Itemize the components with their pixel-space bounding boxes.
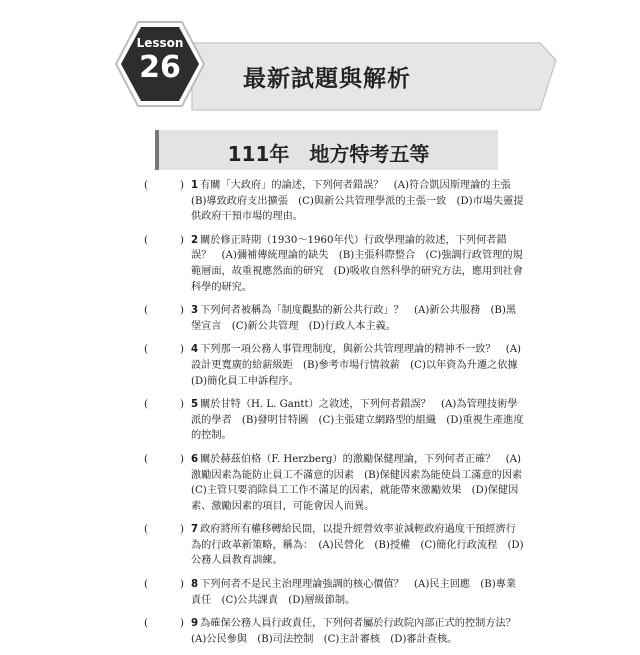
lesson-number: 26 — [139, 50, 181, 85]
answer-paren-close: ) — [180, 524, 184, 536]
question-number: 6 — [191, 453, 199, 465]
question-number: 8 — [191, 579, 199, 591]
answer-blank — [144, 397, 184, 413]
exam-banner — [155, 130, 498, 170]
answer-paren-open: ( — [144, 524, 148, 536]
answer-paren-open: ( — [144, 453, 148, 465]
answer-paren-open: ( — [144, 618, 148, 630]
answer-paren-open: ( — [144, 579, 148, 591]
answer-paren-close: ) — [180, 180, 184, 191]
question-number: 1 — [191, 180, 199, 191]
question-text: 為確保公務人員行政責任，下列何者屬於行政院內部正式的控制方法？ (A)公民參與 (B)司法控制 (C)主計審核 (D)審計查核。 — [191, 618, 527, 645]
question-text: 下列何者被稱為「制度觀點的新公共行政」？ (A)新公共服務 (B)黑堡宣言 (C)新公共管理 (D)行政人本主義。 — [191, 305, 517, 332]
question-item — [136, 342, 526, 389]
question-text: 關於赫茲伯格（F. Herzberg）的激勵保健理論，下列何者正確？ (A)激勵因素為能防止員工不滿意的因素 (B)保健因素為能使員工滿意的因素 (C)主管只要消除員工工作不滿足的因素，就能帶來激勵效果 (D)保健因素、激勵因素的項目，可能會因人而異。 — [191, 453, 533, 512]
question-item — [136, 452, 533, 514]
answer-paren-open: ( — [144, 180, 148, 191]
answer-blank — [144, 342, 184, 358]
answer-paren-close: ) — [180, 344, 184, 356]
question-number: 9 — [191, 618, 199, 630]
question-item — [136, 616, 526, 647]
question-item — [136, 397, 526, 444]
lesson-label: Lesson — [136, 36, 184, 50]
question-text: 關於甘特（H. L. Gantt）之敘述，下列何者錯誤？ (A)為管理技術學派的學者 (B)發明甘特圖 (C)主張建立網路型的組織 (D)重視生產進度的控制。 — [191, 399, 524, 442]
answer-paren-close: ) — [180, 305, 184, 317]
question-text: 有關「大政府」的論述，下列何者錯誤？ (A)符合凱因斯理論的主張 (B)導致政府支出擴張 (C)與新公共管理學派的主張一致 (D)市場失靈提供政府干預市場的理由。 — [191, 180, 524, 223]
question-item — [136, 522, 526, 569]
answer-blank — [144, 303, 184, 319]
answer-paren-close: ) — [180, 399, 184, 411]
question-item — [136, 178, 526, 225]
exam-title: 111年 地方特考五等 — [227, 142, 430, 166]
chapter-header — [0, 0, 640, 130]
question-text: 政府將所有權移轉給民間，以提升經營效率並減輕政府過度干預經濟行為的行政革新策略，稱為： (A)民營化 (B)授權 (C)簡化行政流程 (D)公務人員教育訓練。 — [191, 524, 524, 567]
question-item — [136, 303, 526, 334]
question-number: 2 — [191, 234, 199, 246]
question-item — [136, 577, 526, 608]
answer-paren-open: ( — [144, 305, 148, 317]
answer-paren-close: ) — [180, 453, 184, 465]
answer-blank — [144, 522, 184, 538]
answer-paren-open: ( — [144, 234, 148, 246]
answer-blank — [144, 577, 184, 593]
answer-paren-open: ( — [144, 399, 148, 411]
question-text: 下列那一項公務人事管理制度，與新公共管理理論的精神不一致？ (A)設計更寬廣的給薪級距 (B)參考市場行情敘薪 (C)以年資為升遷之依據 (D)簡化員工申訴程序。 — [191, 344, 528, 387]
question-item — [136, 233, 526, 295]
question-number: 4 — [191, 344, 199, 356]
answer-blank — [144, 233, 184, 249]
question-list — [136, 178, 533, 655]
question-number: 3 — [191, 305, 199, 317]
chapter-title: 最新試題與解析 — [243, 66, 411, 92]
question-number: 7 — [191, 524, 199, 536]
answer-paren-close: ) — [180, 618, 184, 630]
answer-paren-close: ) — [180, 579, 184, 591]
answer-blank — [144, 178, 184, 194]
answer-blank — [144, 452, 184, 468]
answer-paren-close: ) — [180, 234, 184, 246]
answer-blank — [144, 616, 184, 632]
question-number: 5 — [191, 399, 199, 411]
question-text: 下列何者不是民主治理理論強調的核心價值？ (A)民主回應 (B)專業責任 (C)公共課責 (D)層級節制。 — [191, 579, 517, 606]
answer-paren-open: ( — [144, 344, 148, 356]
question-text: 關於修正時期（1930～1960年代）行政學理論的敘述，下列何者錯誤？ (A)彌補傳統理論的缺失 (B)主張科際整合 (C)強調行政管理的規範層面，故重視應然面的研究 (D)吸收自然科學的研究方法，應用到社會科學的研究。 — [191, 234, 523, 293]
